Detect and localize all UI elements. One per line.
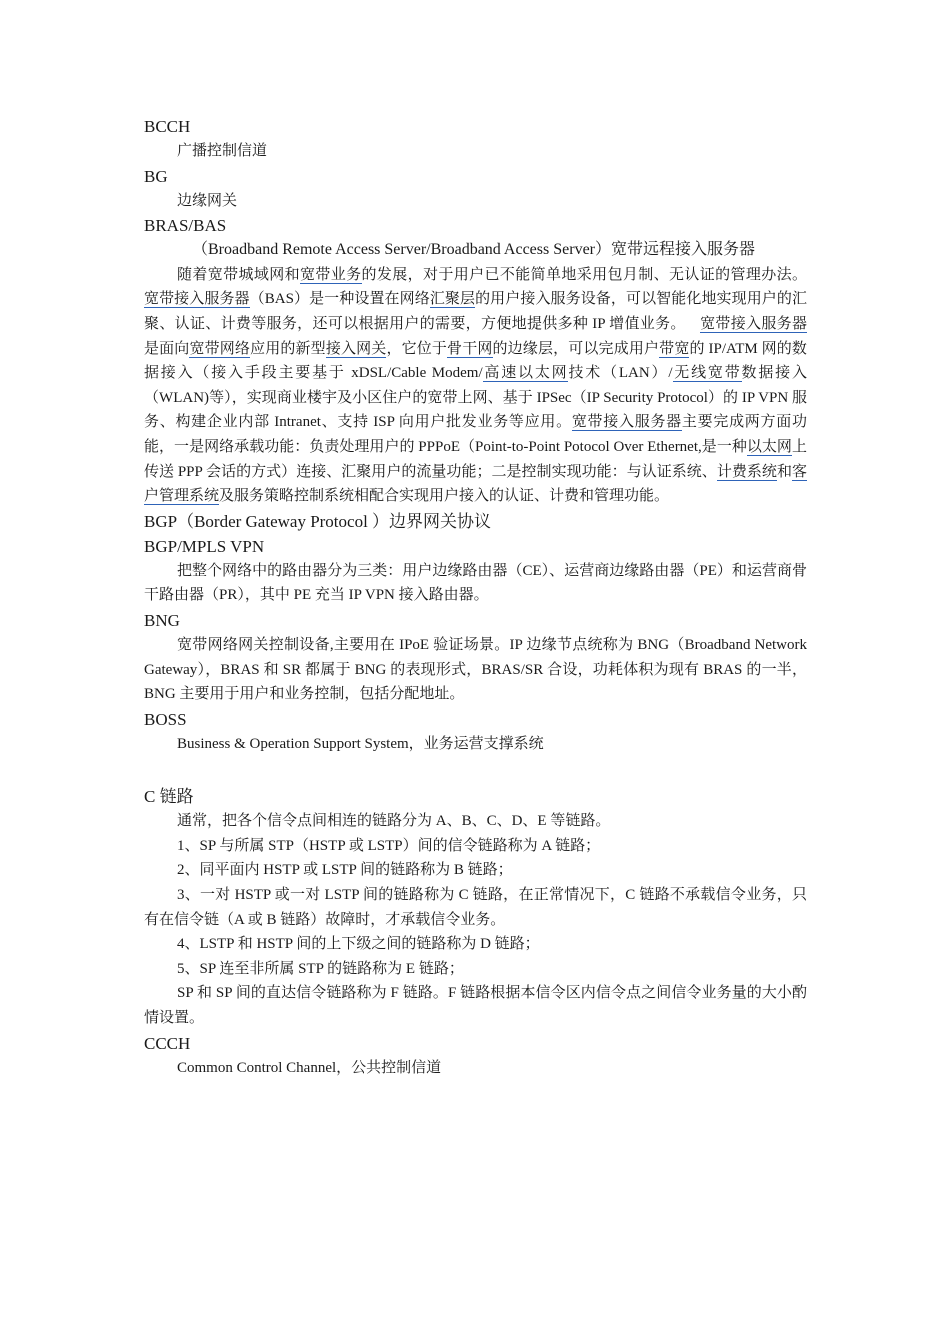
term-bgp-mpls-vpn: BGP/MPLS VPN xyxy=(144,536,265,556)
text-run: 是面向 xyxy=(144,340,190,357)
text-run: （BAS）是一种设置在网络 xyxy=(249,291,430,308)
text-run: 技术（LAN）/ xyxy=(568,365,673,382)
term-ccch: CCCH xyxy=(144,1033,191,1053)
def-bg: 边缘网关 xyxy=(177,192,238,209)
text-run: 随着宽带城域网和 xyxy=(177,266,300,283)
text-run: 主要完成两方面功能，一是网络承载功能：负责处理用户的 PPPoE（Point-to-Point Potocol Over Ethernet,是一种 xyxy=(144,414,807,455)
term-bras: BRAS/BAS xyxy=(144,216,227,236)
text-run: 应用的新型 xyxy=(250,340,326,357)
term-bg: BG xyxy=(144,166,168,186)
def-ccch: Common Control Channel，公共控制信道 xyxy=(177,1059,442,1076)
link-wireless-broadband[interactable]: 无线宽带 xyxy=(672,365,742,382)
term-bcch: BCCH xyxy=(144,117,191,136)
link-aggregation-layer[interactable]: 汇聚层 xyxy=(429,291,476,308)
term-c-link: C 链路 xyxy=(144,787,194,807)
term-boss: BOSS xyxy=(144,709,187,729)
glossary-content xyxy=(144,114,807,1080)
link-bas-3[interactable]: 宽带接入服务器 xyxy=(571,414,682,431)
def-bras-description xyxy=(144,263,807,509)
link-fast-ethernet[interactable]: 高速以太网 xyxy=(482,365,569,382)
link-bas-2[interactable]: 宽带接入服务器 xyxy=(699,315,807,332)
link-crm-system[interactable]: 客户管理系统 xyxy=(144,463,807,505)
text-run: 的发展，对于用户已不能简单地采用包月制、无认证的管理办法。 xyxy=(361,266,807,283)
def-c-link-line: 1、SP 与所属 STP（HSTP 或 LSTP）间的信令链路称为 A 链路； xyxy=(177,837,601,854)
def-bras-fullname: （Broadband Remote Access Server/Broadband Access Server）宽带远程接入服务器 xyxy=(192,241,755,259)
term-bng: BNG xyxy=(144,610,180,630)
text-run: 的 IP/ATM 网的数据接入（接入手段主要基于 xDSL/Cable Modem/ xyxy=(144,340,807,382)
text-run: 和 xyxy=(776,463,792,480)
text-run: 的用户接入服务设备，可以智能化地实现用户的汇聚、认证、计费等服务，还可以根据用户的需要，方便地提供多种 IP 增值业务。 xyxy=(144,291,807,332)
link-broadband-service[interactable]: 宽带业务 xyxy=(300,266,362,283)
link-broadband-network[interactable]: 宽带网络 xyxy=(189,340,251,357)
link-bas[interactable]: 宽带接入服务器 xyxy=(144,291,250,308)
text-run: ，它位于 xyxy=(386,340,448,357)
link-access-gateway[interactable]: 接入网关 xyxy=(325,340,387,357)
def-bcch: 广播控制信道 xyxy=(177,143,268,159)
def-c-link-line: 2、同平面内 HSTP 或 LSTP 间的链路称为 B 链路； xyxy=(177,862,513,879)
link-backbone[interactable]: 骨干网 xyxy=(447,340,493,357)
def-boss: Business & Operation Support System，业务运营支撑系统 xyxy=(177,735,544,752)
link-ethernet[interactable]: 以太网 xyxy=(746,438,792,455)
def-c-link-line: SP 和 SP 间的直达信令链路称为 F 链路。F 链路根据本信令区内信令点之间信令业务量的大小酌情设置。 xyxy=(144,985,807,1027)
def-c-link-line: 4、LSTP 和 HSTP 间的上下级之间的链路称为 D 链路； xyxy=(177,936,540,953)
text-run: 的边缘层，可以完成用户 xyxy=(492,340,660,357)
def-c-link-line: 3、一对 HSTP 或一对 LSTP 间的链路称为 C 链路，在正常情况下，C 链路不承载信令业务，只有在信令链（A 或 B 链路）故障时，才承载信令业务。 xyxy=(144,887,807,928)
link-billing-system[interactable]: 计费系统 xyxy=(716,463,777,480)
def-bgp-mpls-vpn: 把整个网络中的路由器分为三类：用户边缘路由器（CE）、运营商边缘路由器（PE）和运营商骨干路由器（PR），其中 PE 充当 IP VPN 接入路由器。 xyxy=(144,562,807,604)
def-bng: 宽带网络网关控制设备,主要用在 IPoE 验证场景。IP 边缘节点统称为 BNG（Broadband Network Gateway），BRAS 和 SR 都属于 BNG 的表现形式，BRAS/SR 合设，功耗体积为现有 BRAS 的一半，BNG 主要用于用户和业务控制，包括分配地址。 xyxy=(144,636,807,703)
def-c-link-line: 通常，把各个信令点间相连的链路分为 A、B、C、D、E 等链路。 xyxy=(177,813,611,830)
text-run: 数据接入（WLAN)等），实现商业楼宇及小区住户的宽带上网、基于 IPSec（IP Security Protocol）的 IP VPN 服务、构建企业内部 Intranet、支持 ISP 向用户批发业务等应用。 xyxy=(144,365,807,431)
def-c-link-line: 5、SP 连至非所属 STP 的链路称为 E 链路； xyxy=(177,960,464,977)
link-bandwidth[interactable]: 带宽 xyxy=(659,340,690,357)
term-bgp: BGP（Border Gateway Protocol ）边界网关协议 xyxy=(144,511,492,531)
text-run: 及服务策略控制系统相配合实现用户接入的认证、计费和管理功能。 xyxy=(219,488,670,505)
text-run: 上传送 PPP 会话的方式）连接、汇聚用户的流量功能；二是控制实现功能：与认证系统、 xyxy=(144,438,807,480)
